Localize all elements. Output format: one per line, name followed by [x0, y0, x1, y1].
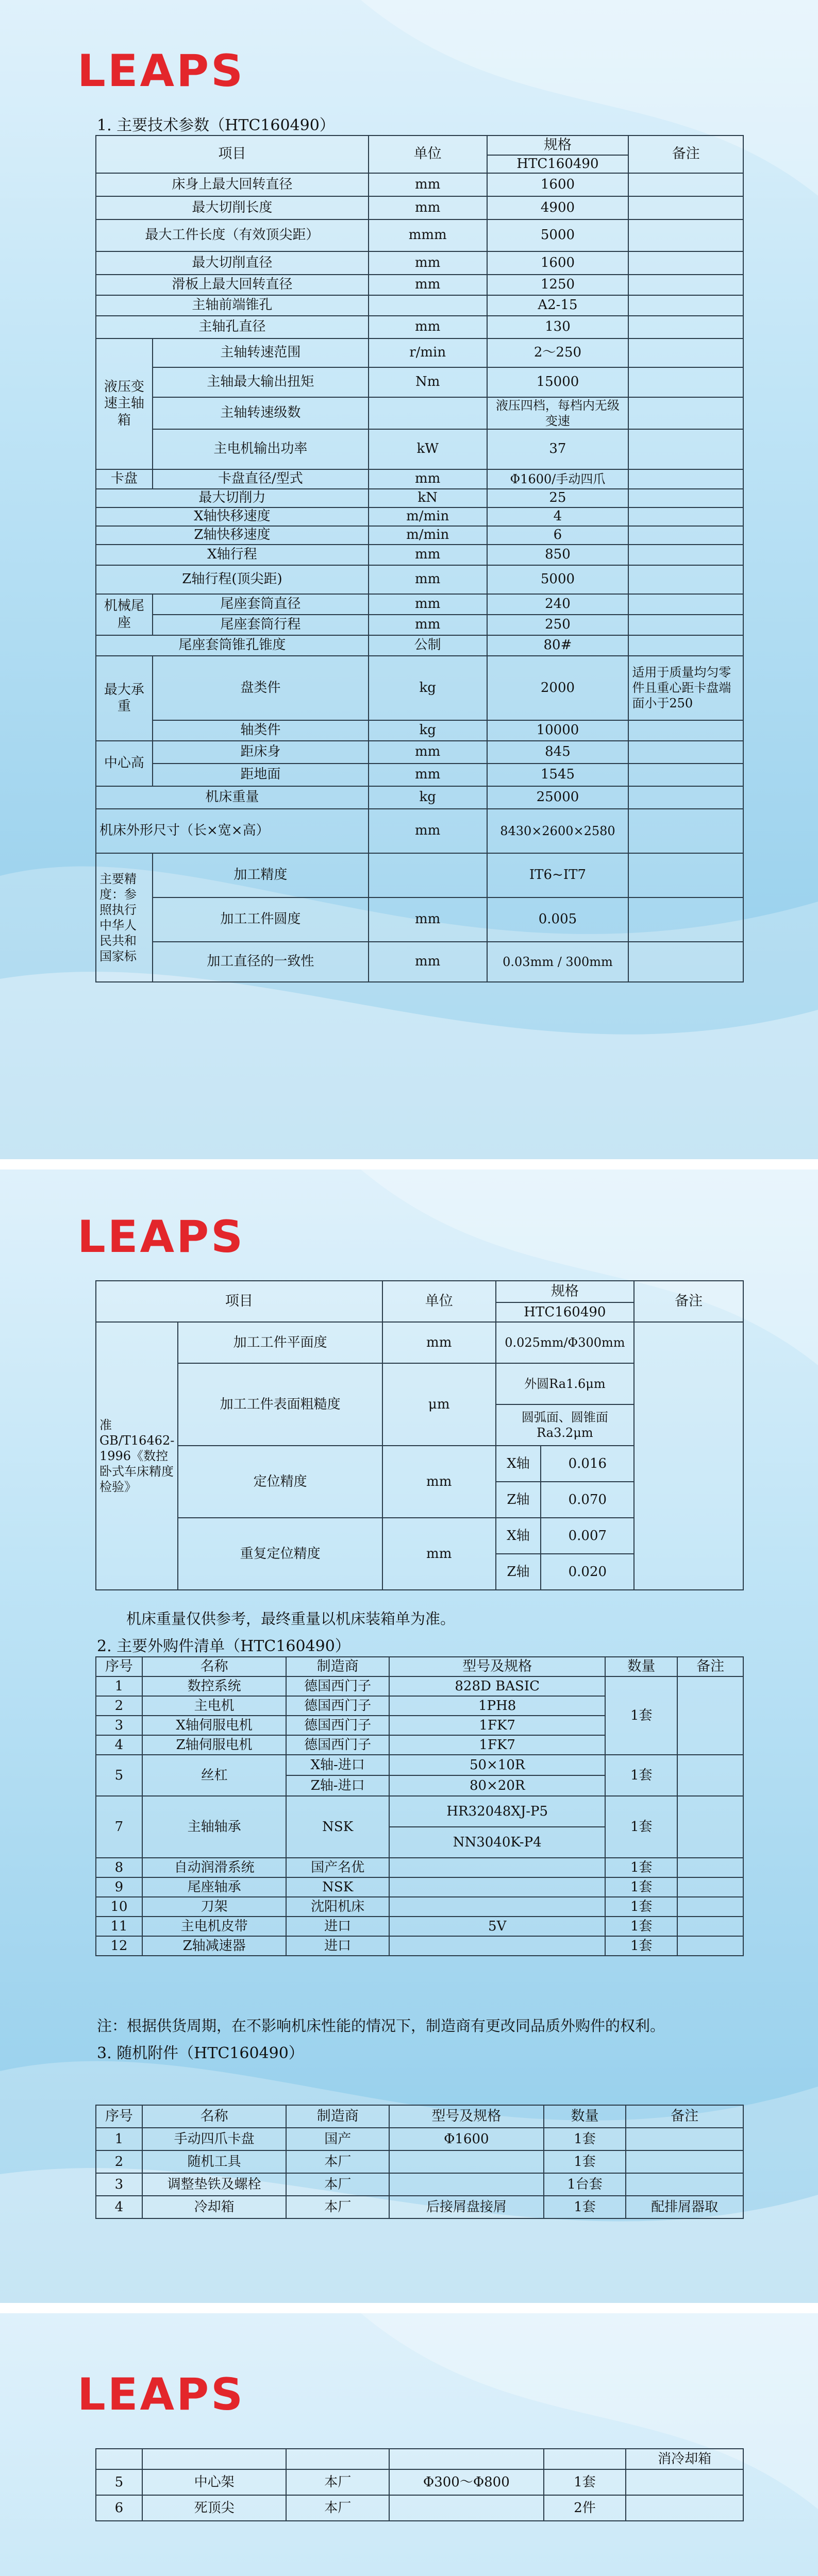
row-unit: mm [369, 316, 487, 338]
acc-maker: 本厂 [286, 2196, 389, 2218]
row-value: 8430×2600×2580 [487, 809, 629, 853]
part-model: HR32048XJ-P5 [389, 1796, 605, 1827]
axis-label: Z轴 [496, 1482, 541, 1518]
part-name: 主电机皮带 [142, 1917, 286, 1936]
acc-name: 中心架 [142, 2469, 287, 2495]
row-value: 15000 [487, 367, 629, 397]
part-qty: 1套 [605, 1796, 677, 1858]
row-unit [369, 295, 487, 316]
row-label: 重复定位精度 [178, 1518, 382, 1590]
acc-qty: 1套 [544, 2128, 626, 2150]
row-unit: kg [369, 786, 487, 809]
row-label: 定位精度 [178, 1446, 382, 1518]
part-maker: 国产名优 [286, 1858, 389, 1877]
row-value: 0.020 [541, 1554, 634, 1590]
acc-name: 冷却箱 [142, 2196, 286, 2218]
row-unit: kW [369, 429, 487, 469]
part-model [389, 1897, 605, 1917]
row-unit: m/min [369, 526, 487, 545]
row-value: 10000 [487, 720, 629, 741]
part-no: 2 [96, 1696, 142, 1716]
acc-maker: 本厂 [286, 2173, 389, 2196]
header-name: 名称 [142, 1657, 286, 1676]
part-no: 8 [96, 1858, 142, 1877]
header-no: 序号 [96, 2105, 142, 2128]
row-value: A2-15 [487, 295, 629, 316]
row-label: 最大切削长度 [96, 196, 369, 219]
part-qty: 1套 [605, 1676, 677, 1755]
part-maker: 德国西门子 [286, 1716, 389, 1735]
part-qty: 1套 [605, 1858, 677, 1877]
section-title-accessories: 3. 随机附件（HTC160490） [97, 2044, 304, 2062]
header-remark: 备注 [628, 135, 743, 173]
part-model [389, 1936, 605, 1956]
part-maker: X轴-进口 [286, 1755, 389, 1775]
part-model: 1PH8 [389, 1696, 605, 1716]
part-maker: 德国西门子 [286, 1735, 389, 1755]
brand-logo: LEAPS [77, 2369, 245, 2420]
row-label: 主轴转速范围 [153, 338, 369, 367]
row-label: 床身上最大回转直径 [96, 173, 369, 196]
header-model: HTC160490 [496, 1302, 635, 1322]
part-model [389, 1858, 605, 1877]
row-unit: mm [382, 1446, 496, 1518]
background-wave [0, 2313, 818, 2576]
row-unit: mm [382, 1518, 496, 1590]
row-label: 主轴转速级数 [153, 397, 369, 429]
row-label: 主轴最大输出扭矩 [153, 367, 369, 397]
header-model: 型号及规格 [389, 2105, 544, 2128]
page-2 [0, 1170, 818, 2303]
row-unit: mm [369, 565, 487, 594]
acc-maker: 本厂 [286, 2150, 389, 2173]
part-maker: NSK [286, 1877, 389, 1897]
row-unit: mm [369, 897, 487, 942]
row-unit: mm [369, 196, 487, 219]
row-value: 4900 [487, 196, 629, 219]
part-maker: 德国西门子 [286, 1696, 389, 1716]
accessories-table [95, 2105, 744, 2219]
acc-model: Φ1600 [389, 2128, 544, 2150]
acc-qty: 1台套 [544, 2173, 626, 2196]
part-name: 丝杠 [142, 1755, 286, 1796]
row-unit: kN [369, 489, 487, 507]
header-qty: 数量 [544, 2105, 626, 2128]
row-value: 37 [487, 429, 629, 469]
header-unit: 单位 [382, 1281, 496, 1322]
row-value: 240 [487, 594, 629, 615]
row-value: 1600 [487, 173, 629, 196]
row-unit: Nm [369, 367, 487, 397]
row-unit [369, 853, 487, 897]
acc-name: 死顶尖 [142, 2495, 287, 2521]
row-unit: 公制 [369, 635, 487, 656]
header-spec: 规格 [496, 1281, 635, 1302]
row-value: 0.007 [541, 1518, 634, 1554]
row-value: 130 [487, 316, 629, 338]
header-no: 序号 [96, 1657, 142, 1676]
part-model: 1FK7 [389, 1735, 605, 1755]
group-center-height: 中心高 [96, 741, 153, 786]
part-maker: NSK [286, 1796, 389, 1858]
row-label: 盘类件 [153, 656, 369, 720]
row-value: 850 [487, 545, 629, 565]
header-spec: 规格 [487, 135, 629, 155]
header-remark: 备注 [677, 1657, 743, 1676]
row-label: 最大工件长度（有效顶尖距） [96, 219, 369, 251]
header-remark: 备注 [634, 1281, 743, 1322]
part-model: NN3040K-P4 [389, 1827, 605, 1858]
row-label: 加工工件圆度 [153, 897, 369, 942]
part-no: 4 [96, 1735, 142, 1755]
acc-remark: 配排屑器取 [626, 2196, 743, 2218]
acc-remark-continued: 消冷却箱 [626, 2449, 743, 2469]
acc-no: 3 [96, 2173, 142, 2196]
supplier-note: 注：根据供货周期，在不影响机床性能的情况下，制造商有更改同品质外购件的权利。 [97, 2017, 665, 2035]
row-label: 距床身 [153, 741, 369, 764]
row-unit: kg [369, 720, 487, 741]
row-label: Z轴行程(顶尖距) [96, 565, 369, 594]
part-maker: 进口 [286, 1936, 389, 1956]
row-label: 卡盘直径/型式 [153, 469, 369, 489]
acc-model [389, 2150, 544, 2173]
acc-qty: 1套 [544, 2469, 626, 2495]
part-name: 主电机 [142, 1696, 286, 1716]
part-qty: 1套 [605, 1877, 677, 1897]
row-value: Φ1600/手动四爪 [487, 469, 629, 489]
header-qty: 数量 [605, 1657, 677, 1676]
row-unit: μm [382, 1363, 496, 1446]
part-model: 5V [389, 1917, 605, 1936]
axis-label: Z轴 [496, 1554, 541, 1590]
row-value: 1545 [487, 764, 629, 786]
weight-note: 机床重量仅供参考，最终重量以机床装箱单为准。 [126, 1610, 456, 1628]
part-no: 9 [96, 1877, 142, 1897]
part-no: 3 [96, 1716, 142, 1735]
header-maker: 制造商 [286, 2105, 389, 2128]
row-value: 外圆Ra1.6μm [496, 1363, 635, 1404]
tech-params-table [95, 135, 744, 982]
group-standard: 准GB/T16462-1996《数控卧式车床精度检验》 [96, 1322, 178, 1590]
row-value: 0.025mm/Φ300mm [496, 1322, 635, 1363]
group-chuck: 卡盘 [96, 469, 153, 489]
header-item: 项目 [96, 135, 369, 173]
acc-qty: 1套 [544, 2150, 626, 2173]
acc-maker: 本厂 [286, 2495, 389, 2521]
row-unit: mm [369, 764, 487, 786]
row-value: IT6~IT7 [487, 853, 629, 897]
row-value: 5000 [487, 565, 629, 594]
part-no: 12 [96, 1936, 142, 1956]
part-qty: 1套 [605, 1936, 677, 1956]
row-value: 2000 [487, 656, 629, 720]
acc-remark [626, 2469, 743, 2495]
row-value: 845 [487, 741, 629, 764]
part-name: 主轴轴承 [142, 1796, 286, 1858]
row-unit: mm [369, 469, 487, 489]
row-label: X轴行程 [96, 545, 369, 565]
header-item: 项目 [96, 1281, 382, 1322]
row-label: 距地面 [153, 764, 369, 786]
row-value: 0.005 [487, 897, 629, 942]
row-label: 滑板上最大回转直径 [96, 275, 369, 295]
row-label: 机床外形尺寸（长×宽×高） [96, 809, 369, 853]
acc-no: 2 [96, 2150, 142, 2173]
part-name: 刀架 [142, 1897, 286, 1917]
header-model: 型号及规格 [389, 1657, 605, 1676]
part-model: 1FK7 [389, 1716, 605, 1735]
acc-name: 手动四爪卡盘 [142, 2128, 286, 2150]
part-name: X轴伺服电机 [142, 1716, 286, 1735]
part-qty: 1套 [605, 1917, 677, 1936]
row-unit: m/min [369, 507, 487, 526]
row-label: 机床重量 [96, 786, 369, 809]
row-unit: mm [369, 741, 487, 764]
section-title-tech-params: 1. 主要技术参数（HTC160490） [97, 116, 335, 134]
part-maker: 沈阳机床 [286, 1897, 389, 1917]
row-label: 加工精度 [153, 853, 369, 897]
row-unit: kg [369, 656, 487, 720]
axis-label: X轴 [496, 1446, 541, 1482]
group-spindle-box: 液压变速主轴箱 [96, 338, 153, 469]
row-value: 液压四档，每档内无级变速 [487, 397, 629, 429]
row-label: Z轴快移速度 [96, 526, 369, 545]
acc-remark [626, 2173, 743, 2196]
row-value: 5000 [487, 219, 629, 251]
row-value: 1600 [487, 251, 629, 275]
acc-remark [626, 2150, 743, 2173]
part-qty: 1套 [605, 1755, 677, 1796]
row-value: 0.070 [541, 1482, 634, 1518]
row-value: 6 [487, 526, 629, 545]
row-label: 尾座套筒直径 [153, 594, 369, 615]
header-name: 名称 [142, 2105, 286, 2128]
axis-label: X轴 [496, 1518, 541, 1554]
row-value: 25 [487, 489, 629, 507]
row-label: 尾座套筒锥孔锥度 [96, 635, 369, 656]
row-unit: mm [369, 173, 487, 196]
row-value: 4 [487, 507, 629, 526]
part-model: 828D BASIC [389, 1676, 605, 1696]
header-maker: 制造商 [286, 1657, 389, 1676]
row-label: 最大切削力 [96, 489, 369, 507]
row-unit: mm [369, 251, 487, 275]
section-title-parts: 2. 主要外购件清单（HTC160490） [97, 1637, 350, 1655]
parts-table [95, 1656, 744, 1956]
acc-model: 后接屑盘接屑 [389, 2196, 544, 2218]
row-unit: r/min [369, 338, 487, 367]
part-no: 5 [96, 1755, 142, 1796]
acc-qty: 2件 [544, 2495, 626, 2521]
acc-model [389, 2173, 544, 2196]
acc-remark [626, 2495, 743, 2521]
row-value: 250 [487, 615, 629, 635]
part-maker: 进口 [286, 1917, 389, 1936]
part-name: 自动润滑系统 [142, 1858, 286, 1877]
acc-model [389, 2495, 544, 2521]
part-name: Z轴减速器 [142, 1936, 286, 1956]
row-unit: mmm [369, 219, 487, 251]
header-model: HTC160490 [487, 155, 629, 173]
row-value: 2～250 [487, 338, 629, 367]
part-model: 80×20R [389, 1775, 605, 1796]
part-no: 11 [96, 1917, 142, 1936]
page-3 [0, 2313, 818, 2576]
row-label: 尾座套筒行程 [153, 615, 369, 635]
row-label: 主电机输出功率 [153, 429, 369, 469]
brand-logo: LEAPS [77, 1211, 245, 1263]
acc-no: 5 [96, 2469, 142, 2495]
acc-maker: 本厂 [286, 2469, 389, 2495]
row-label: 加工工件平面度 [178, 1322, 382, 1363]
row-value: 80# [487, 635, 629, 656]
group-precision: 主要精度：参照执行中华人民共和国家标 [96, 853, 153, 982]
row-unit: mm [369, 942, 487, 982]
header-unit: 单位 [369, 135, 487, 173]
part-no: 7 [96, 1796, 142, 1858]
row-label: 主轴孔直径 [96, 316, 369, 338]
part-maker: Z轴-进口 [286, 1775, 389, 1796]
row-unit: mm [369, 594, 487, 615]
acc-model: Φ300～Φ800 [389, 2469, 544, 2495]
acc-no: 1 [96, 2128, 142, 2150]
part-qty: 1套 [605, 1897, 677, 1917]
row-label: X轴快移速度 [96, 507, 369, 526]
part-model: 50×10R [389, 1755, 605, 1775]
row-label: 加工直径的一致性 [153, 942, 369, 982]
part-model [389, 1877, 605, 1897]
row-value: 圆弧面、圆锥面Ra3.2μm [496, 1404, 635, 1446]
acc-no: 4 [96, 2196, 142, 2218]
acc-maker: 国产 [286, 2128, 389, 2150]
row-value: 25000 [487, 786, 629, 809]
group-max-load: 最大承重 [96, 656, 153, 741]
group-tailstock: 机械尾座 [96, 594, 153, 635]
page-1 [0, 0, 818, 1159]
part-name: 尾座轴承 [142, 1877, 286, 1897]
row-unit: mm [369, 545, 487, 565]
accessories-table-continued [95, 2448, 744, 2521]
row-unit: mm [382, 1322, 496, 1363]
row-value: 0.03mm / 300mm [487, 942, 629, 982]
part-no: 10 [96, 1897, 142, 1917]
row-value: 0.016 [541, 1446, 634, 1482]
acc-name: 随机工具 [142, 2150, 286, 2173]
precision-table [95, 1280, 744, 1590]
acc-qty: 1套 [544, 2196, 626, 2218]
part-name: 数控系统 [142, 1676, 286, 1696]
row-label: 最大切削直径 [96, 251, 369, 275]
row-value: 1250 [487, 275, 629, 295]
row-label: 主轴前端锥孔 [96, 295, 369, 316]
row-unit [369, 397, 487, 429]
acc-name: 调整垫铁及螺栓 [142, 2173, 286, 2196]
row-unit: mm [369, 809, 487, 853]
part-no: 1 [96, 1676, 142, 1696]
row-unit: mm [369, 275, 487, 295]
brand-logo: LEAPS [77, 45, 245, 97]
row-label: 轴类件 [153, 720, 369, 741]
acc-no: 6 [96, 2495, 142, 2521]
row-remark: 适用于质量均匀零件且重心距卡盘端面小于250 [628, 656, 743, 720]
part-name: Z轴伺服电机 [142, 1735, 286, 1755]
row-unit: mm [369, 615, 487, 635]
part-maker: 德国西门子 [286, 1676, 389, 1696]
row-label: 加工工件表面粗糙度 [178, 1363, 382, 1446]
acc-remark [626, 2128, 743, 2150]
header-remark: 备注 [626, 2105, 743, 2128]
